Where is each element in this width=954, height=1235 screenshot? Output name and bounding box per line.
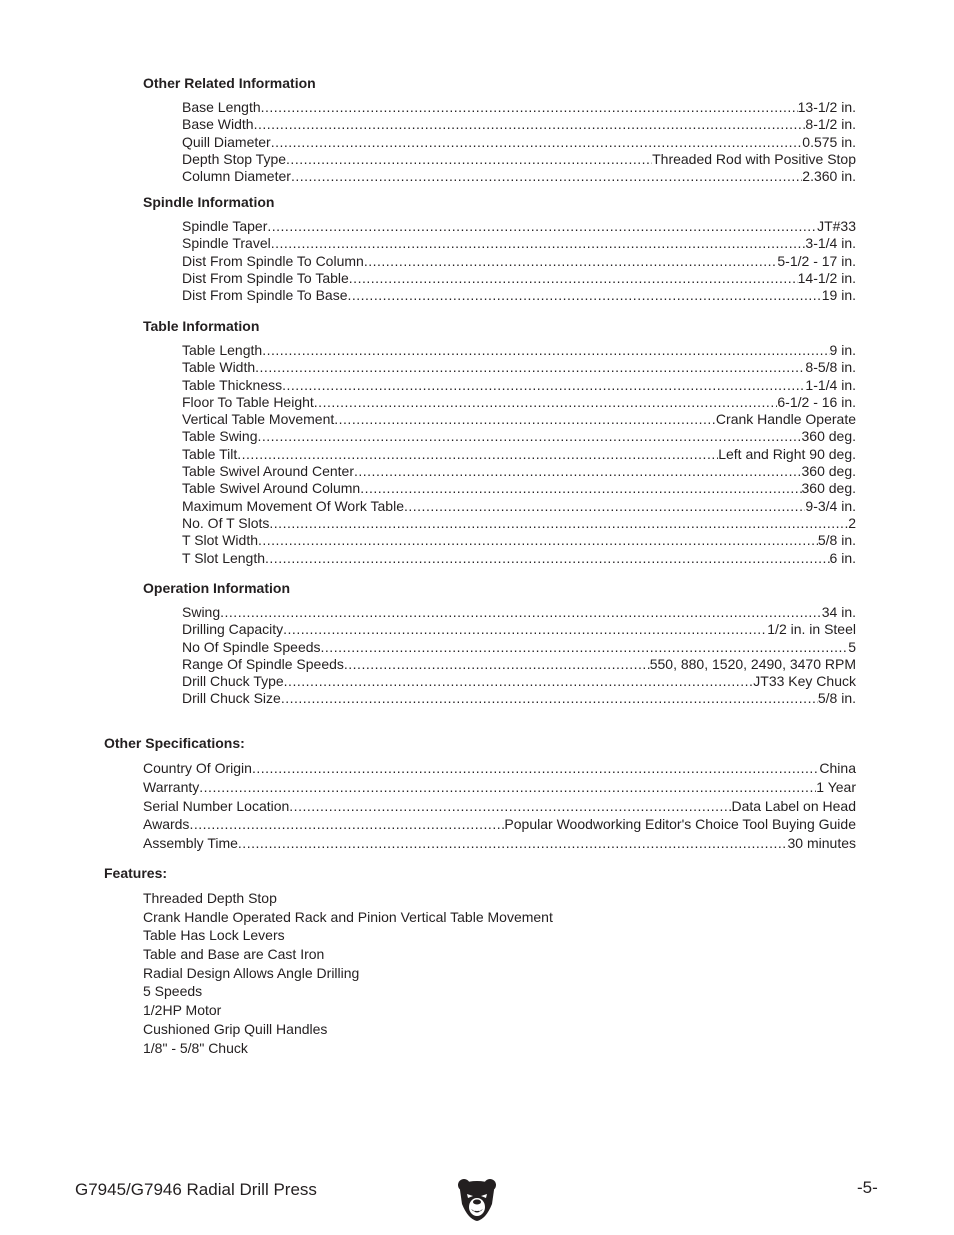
spec-value: 14-1/2 in. <box>797 269 856 286</box>
feature-item: 1/8" - 5/8" Chuck <box>143 1039 248 1056</box>
spec-value: 1 Year <box>816 778 856 795</box>
spec-value: Crank Handle Operate <box>715 411 856 428</box>
dot-leader <box>262 342 829 359</box>
dot-leader <box>314 394 778 411</box>
dot-leader <box>321 639 849 656</box>
spec-label: Vertical Table Movement <box>182 411 335 428</box>
spec-row <box>143 834 856 853</box>
spec-row <box>182 151 856 168</box>
spec-label: T Slot Length <box>182 549 266 566</box>
feature-item: Table Has Lock Levers <box>143 927 285 944</box>
spec-label: No Of Spindle Speeds <box>182 638 321 655</box>
dot-leader <box>267 218 817 235</box>
spec-row <box>143 797 856 816</box>
dot-leader <box>360 480 801 497</box>
dot-leader <box>344 656 650 673</box>
spec-label: Table Tilt <box>182 445 238 462</box>
spec-value: China <box>819 760 856 776</box>
dot-leader <box>252 759 819 777</box>
spec-row <box>182 532 856 549</box>
section-heading: Operation Information <box>143 580 290 596</box>
section-heading: Other Related Information <box>143 75 316 91</box>
spec-row <box>182 287 856 304</box>
spec-row <box>182 604 856 621</box>
spec-label: Depth Stop Type <box>182 150 287 167</box>
spec-value: 360 deg. <box>801 463 856 480</box>
spec-label: Base Width <box>182 116 254 133</box>
spec-row <box>182 134 856 151</box>
spec-label: Assembly Time <box>143 835 238 852</box>
section-heading: Spindle Information <box>143 194 275 210</box>
spec-label: Table Swing <box>182 428 258 445</box>
section-heading: Table Information <box>143 318 260 334</box>
spec-row <box>182 377 856 394</box>
spec-label: T Slot Width <box>182 532 258 549</box>
spec-row <box>182 99 856 116</box>
spec-value: 34 in. <box>821 604 856 620</box>
spec-label: Dist From Spindle To Table <box>182 269 349 286</box>
spec-value: 3-1/4 in. <box>805 235 856 252</box>
bear-head-icon <box>456 1178 498 1222</box>
spec-row <box>182 235 856 252</box>
spec-label: Table Thickness <box>182 376 283 393</box>
features-list <box>143 889 553 1057</box>
spec-label: No. Of T Slots <box>182 514 270 531</box>
spec-value: 0.575 in. <box>802 133 856 150</box>
spec-value: 5/8 in. <box>817 690 856 707</box>
spec-label: Dist From Spindle To Column <box>182 252 364 269</box>
feature-item: 1/2HP Motor <box>143 1002 222 1019</box>
features-heading: Features: <box>104 865 168 881</box>
spec-row <box>182 428 856 445</box>
spec-label: Swing <box>182 604 221 620</box>
spec-value: 2 <box>848 514 856 531</box>
spec-row <box>182 342 856 359</box>
dot-leader <box>349 270 798 287</box>
dot-leader <box>237 446 718 463</box>
dot-leader <box>189 815 504 833</box>
spec-value: 6 in. <box>829 549 856 566</box>
spec-row <box>182 116 856 133</box>
dot-leader <box>347 287 821 304</box>
spec-label: Awards <box>143 816 190 833</box>
dot-leader <box>281 690 818 707</box>
feature-item: Radial Design Allows Angle Drilling <box>143 964 360 981</box>
spec-label: Dist From Spindle To Base <box>182 287 348 304</box>
spec-label: Maximum Movement Of Work Table <box>182 497 404 514</box>
spec-row <box>182 411 856 428</box>
spec-list <box>182 604 856 708</box>
dot-leader <box>289 797 731 815</box>
spec-label: Table Swivel Around Column <box>182 480 361 497</box>
spec-row <box>182 463 856 480</box>
dot-leader <box>284 673 754 690</box>
spec-value: 19 in. <box>821 287 856 304</box>
page-number: -5- <box>857 1178 878 1197</box>
spec-row <box>182 168 856 185</box>
spec-value: 360 deg. <box>801 428 856 445</box>
spec-row <box>182 656 856 673</box>
spec-label: Table Width <box>182 359 256 376</box>
dot-leader <box>354 463 802 480</box>
spec-label: Quill Diameter <box>182 133 271 150</box>
spec-value: 5/8 in. <box>817 532 856 549</box>
spec-list <box>182 218 856 304</box>
spec-row <box>143 778 856 797</box>
spec-label: Serial Number Location <box>143 797 290 814</box>
spec-row <box>182 550 856 567</box>
spec-value: Data Label on Head <box>731 797 856 814</box>
dot-leader <box>364 253 778 270</box>
spec-value: 8-5/8 in. <box>805 359 856 376</box>
other-specifications-heading: Other Specifications: <box>104 735 245 751</box>
dot-leader <box>199 778 816 796</box>
dot-leader <box>271 134 803 151</box>
spec-row <box>182 394 856 411</box>
feature-item: Table and Base are Cast Iron <box>143 946 325 963</box>
dot-leader <box>254 116 806 133</box>
spec-value: 1/2 in. in Steel <box>767 621 856 638</box>
dot-leader <box>291 168 802 185</box>
spec-row <box>182 621 856 638</box>
spec-label: Country Of Origin <box>143 760 252 776</box>
dot-leader <box>286 151 652 168</box>
spec-list <box>182 99 856 185</box>
spec-label: Column Diameter <box>182 168 291 185</box>
spec-value: JT33 Key Chuck <box>753 673 856 690</box>
dot-leader <box>258 532 818 549</box>
spec-row <box>182 270 856 287</box>
spec-value: 550, 880, 1520, 2490, 3470 RPM <box>649 655 856 672</box>
spec-label: Drill Chuck Size <box>182 690 281 707</box>
spec-label: Drilling Capacity <box>182 621 284 638</box>
spec-value: 5-1/2 - 17 in. <box>777 252 856 269</box>
feature-item: Cushioned Grip Quill Handles <box>143 1020 328 1037</box>
spec-row <box>182 515 856 532</box>
spec-value: 9 in. <box>829 342 856 358</box>
spec-row <box>182 218 856 235</box>
spec-row <box>143 815 856 834</box>
dot-leader <box>269 515 848 532</box>
spec-row <box>182 253 856 270</box>
spec-value: Threaded Rod with Positive Stop <box>652 150 856 167</box>
spec-label: Drill Chuck Type <box>182 673 284 690</box>
spec-label: Spindle Travel <box>182 235 271 252</box>
dot-leader <box>238 834 788 852</box>
spec-label: Floor To Table Height <box>182 393 314 410</box>
spec-value: 1-1/4 in. <box>805 376 856 393</box>
spec-value: Popular Woodworking Editor's Choice Tool Buying Guide <box>504 816 856 833</box>
footer-title: G7945/G7946 Radial Drill Press <box>75 1180 317 1199</box>
spec-value: 6-1/2 - 16 in. <box>777 393 856 410</box>
dot-leader <box>265 550 830 567</box>
dot-leader <box>282 377 805 394</box>
spec-value: 13-1/2 in. <box>797 99 856 115</box>
spec-label: Spindle Taper <box>182 218 268 234</box>
spec-label: Range Of Spindle Speeds <box>182 655 344 672</box>
feature-item: Threaded Depth Stop <box>143 890 277 906</box>
dot-leader <box>258 428 802 445</box>
dot-leader <box>261 99 798 116</box>
feature-item: 5 Speeds <box>143 983 203 1000</box>
spec-value: 360 deg. <box>801 480 856 497</box>
spec-row <box>182 480 856 497</box>
section-operation-information <box>143 579 856 708</box>
dot-leader <box>404 498 805 515</box>
spec-row <box>143 759 856 778</box>
dot-leader <box>334 411 716 428</box>
spec-value: 30 minutes <box>787 835 856 852</box>
spec-value: Left and Right 90 deg. <box>718 445 856 462</box>
section-table-information <box>143 317 856 567</box>
dot-leader <box>220 604 822 621</box>
spec-label: Base Length <box>182 99 261 115</box>
spec-value: 8-1/2 in. <box>805 116 856 133</box>
other-specifications-list <box>143 759 856 853</box>
spec-label: Table Length <box>182 342 263 358</box>
section-other-related-information <box>143 74 856 185</box>
spec-row <box>182 673 856 690</box>
spec-list <box>182 342 856 567</box>
dot-leader <box>271 235 806 252</box>
spec-value: 9-3/4 in. <box>805 497 856 514</box>
feature-item: Crank Handle Operated Rack and Pinion Vertical Table Movement <box>143 908 553 925</box>
section-spindle-information <box>143 193 856 304</box>
spec-value: JT#33 <box>817 218 856 234</box>
spec-row <box>182 446 856 463</box>
spec-value: 2.360 in. <box>802 168 856 185</box>
spec-label: Table Swivel Around Center <box>182 463 354 480</box>
dot-leader <box>255 359 805 376</box>
spec-row <box>182 498 856 515</box>
spec-row <box>182 639 856 656</box>
spec-value: 5 <box>848 638 856 655</box>
spec-row <box>182 690 856 707</box>
dot-leader <box>283 621 767 638</box>
spec-label: Warranty <box>143 778 200 795</box>
spec-row <box>182 359 856 376</box>
